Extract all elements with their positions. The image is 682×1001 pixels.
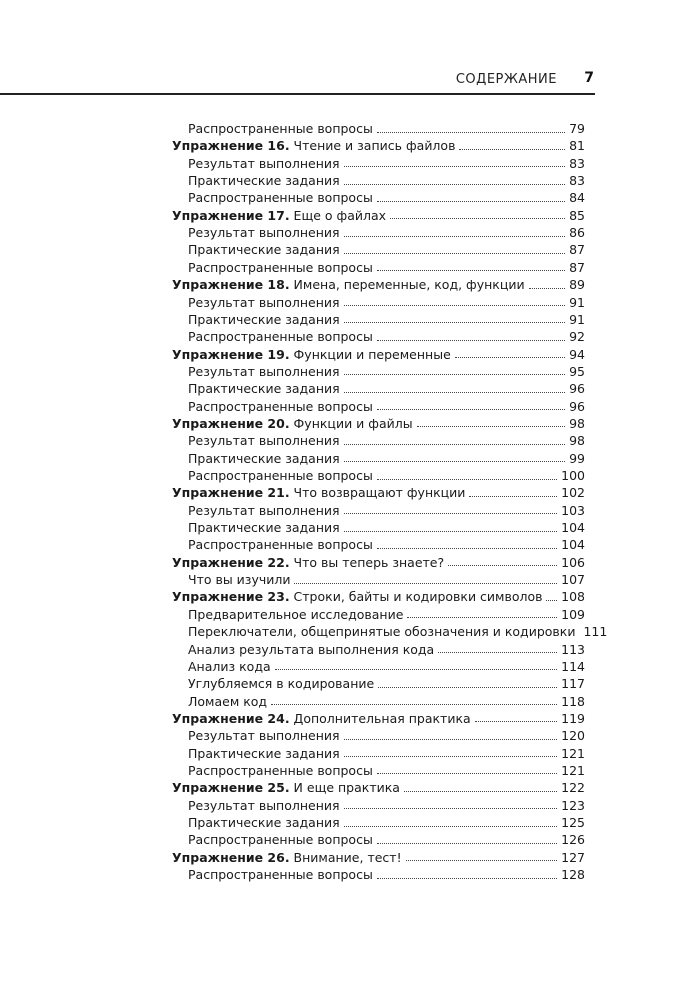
toc-entry-page: 122 xyxy=(561,780,585,796)
toc-chapter-entry[interactable] xyxy=(172,346,585,364)
dot-leader xyxy=(344,236,566,237)
toc-section-entry[interactable] xyxy=(188,814,585,832)
toc-entry-title: Результат выполнения xyxy=(188,797,340,813)
toc-entry-title: Распространенные вопросы xyxy=(188,259,373,275)
toc-entry-page: 118 xyxy=(561,693,585,709)
dot-leader xyxy=(344,184,565,185)
dot-leader xyxy=(275,669,558,670)
toc-section-entry[interactable] xyxy=(188,571,585,589)
toc-section-entry[interactable] xyxy=(188,623,608,641)
toc-entry-title: Переключатели, общепринятые обозначения и кодировки xyxy=(188,624,576,640)
dot-leader xyxy=(344,513,558,514)
toc-section-entry[interactable] xyxy=(188,224,585,242)
toc-entry-page: 100 xyxy=(561,468,585,483)
dot-leader xyxy=(377,548,557,549)
toc-chapter-entry[interactable] xyxy=(172,137,585,155)
toc-section-entry[interactable] xyxy=(188,172,585,190)
toc-section-entry[interactable] xyxy=(188,363,585,381)
toc-entry-title: Еще о файлах xyxy=(289,207,387,223)
dot-leader xyxy=(448,565,557,566)
toc-entry-label xyxy=(188,658,271,676)
toc-chapter-entry[interactable] xyxy=(172,415,585,433)
dot-leader xyxy=(390,218,565,219)
dot-leader xyxy=(407,617,557,618)
toc-entry-title: Практические задания xyxy=(188,311,340,327)
toc-entry-label xyxy=(188,797,340,815)
toc-entry-title: Практические задания xyxy=(188,450,340,466)
dot-leader xyxy=(377,201,565,202)
toc-entry-title: Дополнительная практика xyxy=(289,710,471,726)
toc-entry-title: Результат выполнения xyxy=(188,728,340,744)
toc-entry-label xyxy=(188,432,340,450)
toc-entry-page: 102 xyxy=(561,485,585,501)
toc-entry-page: 106 xyxy=(561,554,585,570)
toc-entry-number: Упражнение 21. xyxy=(172,485,290,501)
dot-leader xyxy=(377,270,565,271)
dot-leader xyxy=(344,808,558,809)
dot-leader xyxy=(344,253,565,254)
toc-entry-title: Ломаем код xyxy=(188,693,268,709)
toc-entry-label xyxy=(188,502,340,520)
toc-chapter-entry[interactable] xyxy=(172,276,585,294)
dot-leader xyxy=(406,860,558,861)
toc-entry-title: Функции и переменные xyxy=(289,346,451,362)
toc-entry-number: Упражнение 20. xyxy=(172,415,290,431)
toc-section-entry[interactable] xyxy=(188,797,585,815)
toc-entry-label xyxy=(188,762,373,780)
toc-entry-page: 91 xyxy=(569,311,585,327)
dot-leader xyxy=(377,340,565,341)
toc-entry-label xyxy=(188,814,340,832)
toc-entry-page: 83 xyxy=(569,173,585,189)
toc-entry-title: Строки, байты и кодировки символов xyxy=(289,589,543,605)
dot-leader xyxy=(344,392,565,393)
toc-entry-label xyxy=(188,294,340,312)
toc-entry-label xyxy=(188,831,373,849)
dot-leader xyxy=(377,843,557,844)
toc-entry-title: Углубляемся в кодирование xyxy=(188,676,375,692)
toc-entry-title: Распространенные вопросы xyxy=(188,121,373,136)
toc-entry-number: Упражнение 18. xyxy=(172,277,290,293)
toc-entry-page: 121 xyxy=(561,745,585,761)
toc-entry-label xyxy=(188,398,373,416)
toc-entry-page: 96 xyxy=(569,398,585,414)
toc-section-entry[interactable] xyxy=(188,745,585,763)
toc-entry-number: Упражнение 17. xyxy=(172,207,290,223)
toc-chapter-entry[interactable] xyxy=(172,207,585,225)
toc-entry-number: Упражнение 26. xyxy=(172,849,290,865)
header-rule xyxy=(0,93,595,95)
toc-entry-page: 85 xyxy=(569,207,585,223)
toc-section-entry[interactable] xyxy=(188,831,585,849)
toc-entry-label xyxy=(188,519,340,537)
toc-section-entry[interactable] xyxy=(188,727,585,745)
toc-entry-label xyxy=(188,259,373,277)
toc-entry-page: 92 xyxy=(569,329,585,345)
toc-entry-title: Распространенные вопросы xyxy=(188,867,373,883)
toc-entry-label xyxy=(188,189,373,207)
toc-entry-title: Результат выполнения xyxy=(188,294,340,310)
toc-entry-label xyxy=(172,554,444,572)
toc-entry-label xyxy=(188,571,290,589)
header-title: СОДЕРЖАНИЕ xyxy=(455,72,557,87)
toc-section-entry[interactable] xyxy=(188,380,585,398)
toc-entry-page: 87 xyxy=(569,242,585,258)
toc-entry-title: Что возвращают функции xyxy=(289,485,466,501)
toc-entry-title: Что вы теперь знаете? xyxy=(289,554,445,570)
toc-entry-title: Практические задания xyxy=(188,815,340,830)
dot-leader xyxy=(417,426,566,427)
toc-entry-title: Результат выполнения xyxy=(188,363,340,379)
toc-section-entry[interactable] xyxy=(188,606,585,624)
toc-entry-title: Распространенные вопросы xyxy=(188,537,373,553)
toc-entry-page: 119 xyxy=(561,710,585,726)
toc-entry-label xyxy=(172,849,402,867)
running-header xyxy=(0,64,595,94)
dot-leader xyxy=(344,166,566,167)
toc-chapter-entry[interactable] xyxy=(172,710,585,728)
toc-entry-title: Анализ результата выполнения кода xyxy=(188,641,435,657)
toc-entry-title: Внимание, тест! xyxy=(289,849,402,865)
toc-entry-page: 113 xyxy=(561,641,585,657)
dot-leader xyxy=(404,791,557,792)
toc-entry-title: Практические задания xyxy=(188,745,340,761)
toc-entry-title: Результат выполнения xyxy=(188,155,340,171)
dot-leader xyxy=(344,739,558,740)
dot-leader xyxy=(469,496,557,497)
dot-leader xyxy=(378,687,557,688)
toc-entry-page: 114 xyxy=(561,658,585,674)
toc-entry-label xyxy=(188,727,340,745)
toc-chapter-entry[interactable] xyxy=(172,484,585,502)
toc-entry-page: 79 xyxy=(569,121,585,136)
toc-entry-page: 125 xyxy=(561,815,585,830)
toc-entry-title: Распространенные вопросы xyxy=(188,190,373,206)
toc-entry-number: Упражнение 16. xyxy=(172,138,290,154)
dot-leader xyxy=(475,721,557,722)
toc-entry-title: Распространенные вопросы xyxy=(188,832,373,848)
toc-entry-label xyxy=(172,484,465,502)
toc-entry-label xyxy=(188,745,340,763)
toc-entry-title: Имена, переменные, код, функции xyxy=(289,277,525,293)
toc-section-entry[interactable] xyxy=(188,432,585,450)
toc-entry-title: Практические задания xyxy=(188,173,340,189)
toc-section-entry[interactable] xyxy=(188,675,585,693)
toc-entry-page: 107 xyxy=(561,572,585,588)
dot-leader xyxy=(377,132,565,133)
toc-section-entry[interactable] xyxy=(188,467,585,485)
toc-entry-title: Предварительное исследование xyxy=(188,606,404,622)
toc-entry-page: 104 xyxy=(561,520,585,536)
toc-section-entry[interactable] xyxy=(188,328,585,346)
toc-entry-page: 87 xyxy=(569,259,585,275)
toc-entry-label xyxy=(188,224,340,242)
toc-entry-label xyxy=(172,207,386,225)
toc-entry-title: Результат выполнения xyxy=(188,502,340,518)
toc-entry-title: Распространенные вопросы xyxy=(188,762,373,778)
toc-entry-page: 104 xyxy=(561,537,585,553)
toc-entry-title: Распространенные вопросы xyxy=(188,329,373,345)
toc-entry-label xyxy=(188,155,340,173)
toc-entry-number: Упражнение 22. xyxy=(172,554,290,570)
dot-leader xyxy=(344,826,557,827)
toc-entry-title: Чтение и запись файлов xyxy=(289,138,456,154)
toc-section-entry[interactable] xyxy=(188,762,585,780)
toc-entry-page: 126 xyxy=(561,832,585,848)
toc-section-entry[interactable] xyxy=(188,866,585,884)
toc-entry-title: Практические задания xyxy=(188,242,340,258)
toc-section-entry[interactable] xyxy=(188,398,585,416)
toc-entry-label xyxy=(188,675,374,693)
toc-section-entry[interactable] xyxy=(188,311,585,329)
toc-entry-page: 98 xyxy=(569,433,585,449)
toc-entry-page: 111 xyxy=(583,624,608,640)
toc-section-entry[interactable] xyxy=(188,502,585,520)
toc-entry-title: Практические задания xyxy=(188,381,340,397)
toc-entry-title: Практические задания xyxy=(188,520,340,536)
toc-chapter-entry[interactable] xyxy=(172,849,585,867)
dot-leader xyxy=(455,357,565,358)
toc-entry-label xyxy=(188,241,340,259)
toc-section-entry[interactable] xyxy=(188,294,585,312)
dot-leader xyxy=(377,479,557,480)
toc-entry-title: И еще практика xyxy=(289,780,400,796)
toc-section-entry[interactable] xyxy=(188,450,585,468)
toc-section-entry[interactable] xyxy=(188,120,585,138)
toc-entry-label xyxy=(188,380,340,398)
toc-entry-page: 108 xyxy=(561,589,585,605)
dot-leader xyxy=(344,322,565,323)
toc-entry-page: 99 xyxy=(569,450,585,466)
dot-leader xyxy=(294,583,557,584)
toc-entry-label xyxy=(188,172,340,190)
toc-entry-page: 98 xyxy=(569,415,585,431)
toc-section-entry[interactable] xyxy=(188,259,585,277)
toc-entry-page: 117 xyxy=(561,676,585,692)
toc-section-entry[interactable] xyxy=(188,189,585,207)
toc-entry-label xyxy=(188,467,373,485)
toc-entry-label xyxy=(188,328,373,346)
toc-entry-page: 96 xyxy=(569,381,585,397)
toc-entry-label xyxy=(172,588,542,606)
dot-leader xyxy=(546,600,557,601)
toc-entry-page: 89 xyxy=(569,277,585,293)
dot-leader xyxy=(344,374,566,375)
toc-entry-label xyxy=(188,450,340,468)
toc-entry-page: 123 xyxy=(561,797,585,813)
toc-entry-label xyxy=(188,866,373,884)
toc-entry-title: Результат выполнения xyxy=(188,225,340,241)
dot-leader xyxy=(377,773,557,774)
toc-entry-title: Результат выполнения xyxy=(188,433,340,449)
toc-entry-label xyxy=(188,623,575,641)
toc-entry-number: Упражнение 23. xyxy=(172,589,290,605)
toc-entry-page: 127 xyxy=(561,849,585,865)
toc-entry-page: 120 xyxy=(561,728,585,744)
dot-leader xyxy=(344,531,557,532)
toc-chapter-entry[interactable] xyxy=(172,554,585,572)
toc-entry-label xyxy=(188,693,267,711)
toc-entry-label xyxy=(172,276,525,294)
dot-leader xyxy=(377,878,557,879)
toc-section-entry[interactable] xyxy=(188,658,585,676)
toc-entry-page: 95 xyxy=(569,363,585,379)
toc-entry-label xyxy=(188,120,373,138)
toc-entry-page: 83 xyxy=(569,155,585,171)
toc-section-entry[interactable] xyxy=(188,641,585,659)
toc-entry-page: 91 xyxy=(569,294,585,310)
toc-entry-page: 84 xyxy=(569,190,585,206)
dot-leader xyxy=(344,444,566,445)
dot-leader xyxy=(438,652,557,653)
dot-leader xyxy=(271,704,557,705)
toc-entry-number: Упражнение 25. xyxy=(172,780,290,796)
toc-entry-label xyxy=(188,363,340,381)
toc-section-entry[interactable] xyxy=(188,241,585,259)
toc-section-entry[interactable] xyxy=(188,155,585,173)
toc-entry-label xyxy=(188,606,403,624)
dot-leader xyxy=(529,288,565,289)
dot-leader xyxy=(344,305,566,306)
toc-section-entry[interactable] xyxy=(188,536,585,554)
toc-entry-label xyxy=(188,641,434,659)
dot-leader xyxy=(459,149,565,150)
dot-leader xyxy=(344,461,565,462)
toc-entry-page: 94 xyxy=(569,346,585,362)
toc-entry-title: Распространенные вопросы xyxy=(188,398,373,414)
dot-leader xyxy=(344,756,557,757)
toc-entry-page: 103 xyxy=(561,502,585,518)
toc-entry-page: 81 xyxy=(569,138,585,154)
toc-entry-number: Упражнение 24. xyxy=(172,710,290,726)
toc-entry-label xyxy=(188,311,340,329)
toc-entry-label xyxy=(172,415,413,433)
toc-entry-title: Что вы изучили xyxy=(188,572,291,588)
toc-entry-title: Функции и файлы xyxy=(289,415,413,431)
toc-entry-page: 128 xyxy=(561,867,585,883)
toc-entry-label xyxy=(172,710,471,728)
toc-entry-title: Распространенные вопросы xyxy=(188,468,373,483)
toc-entry-label xyxy=(188,536,373,554)
dot-leader xyxy=(377,409,565,410)
toc-section-entry[interactable] xyxy=(188,693,585,711)
toc-section-entry[interactable] xyxy=(188,519,585,537)
toc-entry-label xyxy=(172,137,455,155)
toc-entry-page: 121 xyxy=(561,762,585,778)
toc-entry-label xyxy=(172,346,451,364)
toc-entry-label xyxy=(172,779,400,797)
toc-entry-page: 86 xyxy=(569,225,585,241)
toc-entry-number: Упражнение 19. xyxy=(172,346,290,362)
toc-entry-page: 109 xyxy=(561,606,585,622)
toc-chapter-entry[interactable] xyxy=(172,588,585,606)
toc-chapter-entry[interactable] xyxy=(172,779,585,797)
page-number: 7 xyxy=(584,70,594,86)
toc-entry-title: Анализ кода xyxy=(188,658,271,674)
